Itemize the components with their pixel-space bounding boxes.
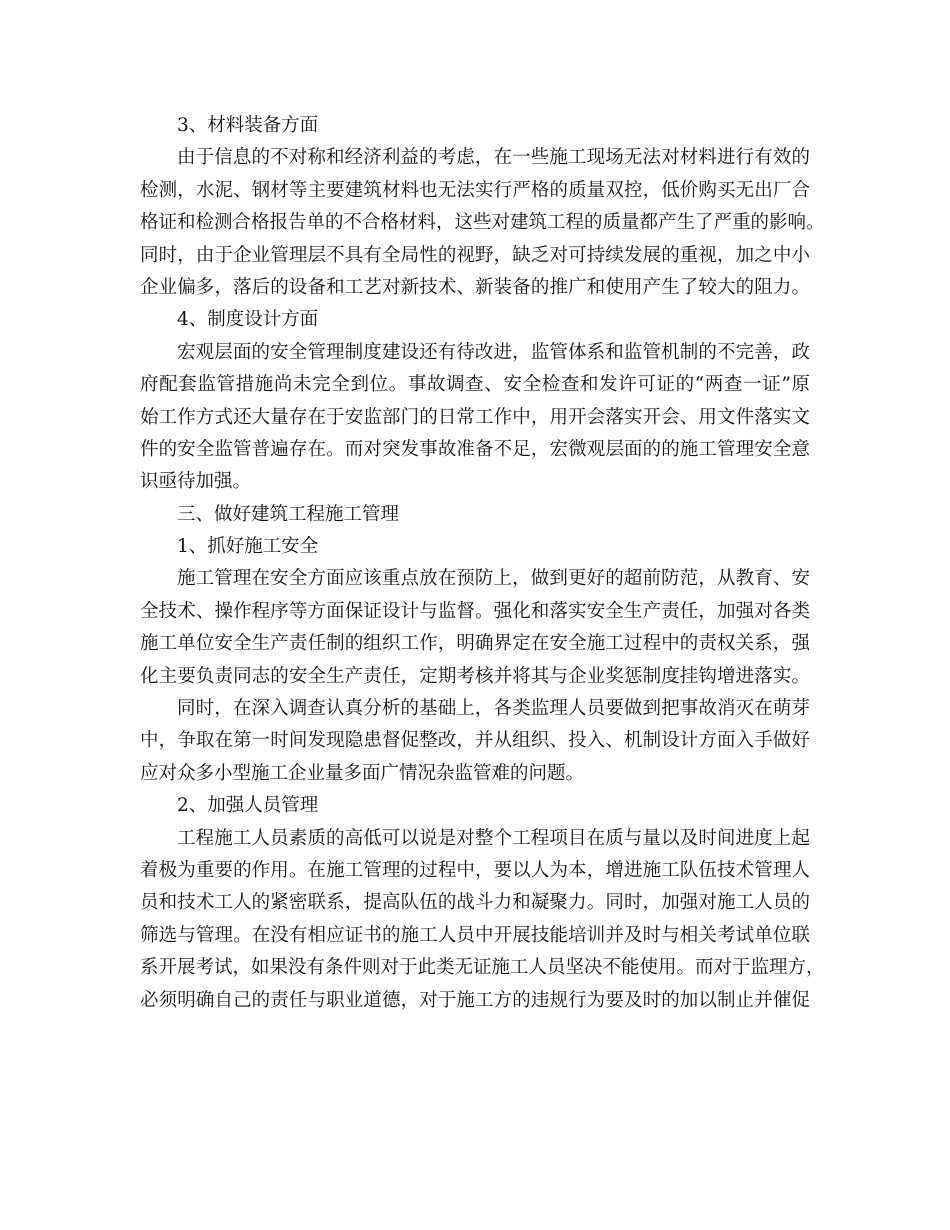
text-line: 始工作方式还大量存在于安监部门的日常工作中，用开会落实开会、用文件落实文 [140, 406, 810, 428]
text-line: 化主要负责同志的安全生产责任，定期考核并将其与企业奖惩制度挂钩增进落实。 [140, 665, 810, 687]
text-line: 必须明确自己的责任与职业道德，对于施工方的违规行为要及时的加以制止并催促 [140, 989, 810, 1011]
text-line: 施工单位安全生产责任制的组织工作，明确界定在安全施工过程中的责权关系，强 [140, 633, 810, 655]
text-line: 工程施工人员素质的高低可以说是对整个工程项目在质与量以及时间进度上起 [177, 827, 810, 849]
heading-construction-management: 三、做好建筑工程施工管理 [177, 503, 400, 525]
heading-system-design: 4、制度设计方面 [177, 309, 319, 331]
text-line: 施工管理在安全方面应该重点放在预防上，做到更好的超前防范，从教育、安 [177, 568, 810, 590]
text-line: 件的安全监管普遍存在。而对突发事故准备不足，宏微观层面的的施工管理安全意 [140, 438, 810, 460]
text-line: 识亟待加强。 [140, 471, 252, 493]
document-page [140, 110, 825, 1017]
text-line: 全技术、操作程序等方面保证设计与监督。强化和落实安全生产责任，加强对各类 [140, 600, 810, 622]
heading-construction-safety: 1、抓好施工安全 [177, 536, 319, 558]
text-line: 检测，水泥、钢材等主要建筑材料也无法实行严格的质量双控，低价购买无出厂合 [140, 179, 810, 201]
text-line: 由于信息的不对称和经济利益的考虑，在一些施工现场无法对材料进行有效的 [177, 147, 810, 169]
text-line: 宏观层面的安全管理制度建设还有待改进，监管体系和监管机制的不完善，政 [177, 341, 810, 363]
text-line: 中，争取在第一时间发现隐患督促整改，并从组织、投入、机制设计方面入手做好 [140, 730, 810, 752]
text-line: 系开展考试，如果没有条件则对于此类无证施工人员坚决不能使用。而对于监理方， [140, 957, 825, 979]
heading-personnel-management: 2、加强人员管理 [177, 795, 319, 817]
heading-materials-equipment: 3、材料装备方面 [177, 115, 319, 136]
text-line: 着极为重要的作用。在施工管理的过程中，要以人为本，增进施工队伍技术管理人 [140, 859, 810, 881]
text-line: 府配套监管措施尚未完全到位。事故调查、安全检查和发许可证的“两查一证”原 [140, 374, 810, 396]
text-line: 格证和检测合格报告单的不合格材料，这些对建筑工程的质量都产生了严重的影响。 [140, 212, 825, 234]
text-line: 同时，由于企业管理层不具有全局性的视野，缺乏对可持续发展的重视，加之中小 [140, 244, 810, 266]
text-line: 筛选与管理。在没有相应证书的施工人员中开展技能培训并及时与相关考试单位联 [140, 924, 810, 946]
text-line: 应对众多小型施工企业量多面广情况杂监管难的问题。 [140, 762, 585, 784]
text-line: 企业偏多，落后的设备和工艺对新技术、新装备的推广和使用产生了较大的阻力。 [140, 276, 810, 298]
text-line: 同时，在深入调查认真分析的基础上，各类监理人员要做到把事故消灭在萌芽 [177, 698, 810, 720]
text-line: 员和技术工人的紧密联系，提高队伍的战斗力和凝聚力。同时，加强对施工人员的 [140, 892, 810, 914]
